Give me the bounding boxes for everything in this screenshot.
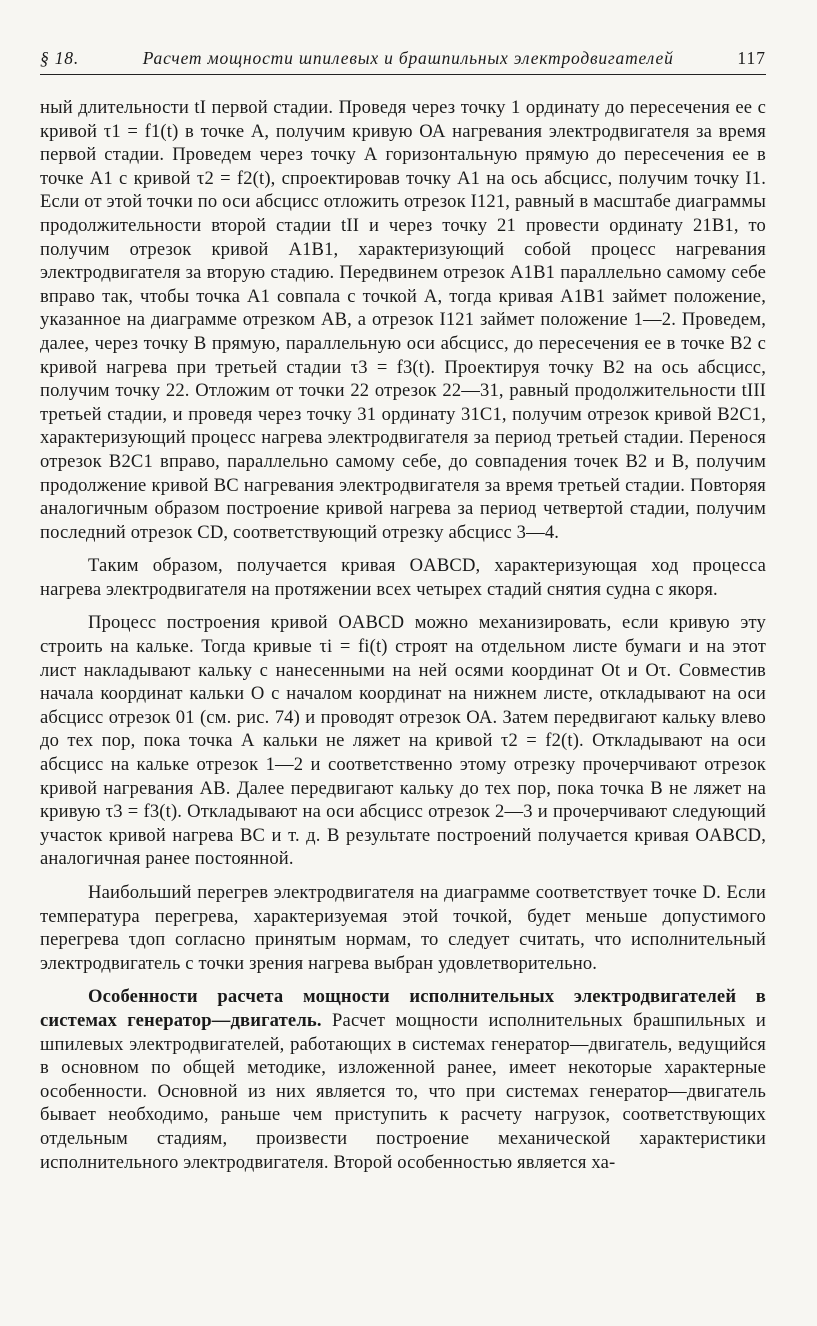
paragraph-tracing-method: Процесс построения кривой OABCD можно механизировать, если кривую эту строить на кальке. Тогда кривые τi = fi(t) строят на отдельном листе бумаги и на этот лист накладывают кальку с нанесенными на ней осями координат Оt и Оτ. Совместив начала координат кальки О с началом координат на нижнем листе, откладывают на оси абсцисс отрезок 01 (см. рис. 74) и проводят отрезок ОА. Затем передвигают кальку влево до тех пор, пока точка А кальки не ляжет на кривой τ2 = f2(t). Откладывают на оси абсцисс на кальке отрезок 1—2 и соответственно этому отрезку прочерчивают отрезок кривой нагревания АВ. Далее передвигают кальку до тех пор, пока точка В не ляжет на кривую τ3 = f3(t). Откладывают на оси абсцисс отрезок 2—3 и прочерчивают следующий участок кривой нагрева ВС и т. д. В результате построений получается кривая OABCD, аналогичная ранее постоянной. xyxy=(40,612,766,870)
paragraph-summary: Таким образом, получается кривая OABCD, характеризующая ход процесса нагрева электродвигателя на протяжении всех четырех стадий снятия судна с якоря. xyxy=(40,555,766,600)
bold-lead-heading: Особенности расчета мощности исполнительных электродвигателей в системах генератор—двигатель. xyxy=(40,986,766,1031)
paragraph-max-overheat: Наибольший перегрев электродвигателя на диаграмме соответствует точке D. Если температура перегрева, характеризуемая этой точкой, будет меньше допустимого перегрева τдоп согласно принятым нормам, то следует считать, что исполнительный электродвигатель с точки зрения нагрева выбран удовлетворительно. xyxy=(40,882,766,974)
paragraph-generator-motor xyxy=(40,985,766,1174)
page-number: 117 xyxy=(737,48,766,68)
running-header xyxy=(40,48,766,75)
section-number: § 18. xyxy=(40,48,79,68)
paragraph-text: Расчет мощности исполнительных брашпильных и шпилевых электродвигателей, работающих в системах генератор—двигатель, ведущийся в основном по общей методике, изложенной ранее, имеет некоторые характерные особенности. Основной из них является то, что при системах генератор—двигатель бывает необходимо, раньше чем приступить к расчету нагрузок, соответствующих отдельным стадиям, произвести построение механической характеристики исполнительного электродвигателя. Второй особенностью является ха- xyxy=(40,1009,766,1173)
running-title: Расчет мощности шпилевых и брашпильных электродвигателей xyxy=(142,48,674,68)
page-body xyxy=(40,96,766,1174)
paragraph-continuation: ный длительности tI первой стадии. Проведя через точку 1 ординату до пересечения ее с кривой τ1 = f1(t) в точке А, получим кривую ОА нагревания электродвигателя за время первой стадии. Проведем через точку А горизонтальную прямую до пересечения ее в точке А1 с кривой τ2 = f2(t), спроектировав точку А1 на ось абсцисс, получим точку I1. Если от этой точки по оси абсцисс отложить отрезок I121, равный в масштабе диаграммы продолжительности второй стадии tII и через точку 21 провести ординату 21В1, то получим отрезок кривой А1В1, характеризующий собой процесс нагревания электродвигателя за вторую стадию. Передвинем отрезок А1В1 параллельно самому себе вправо так, чтобы точка А1 совпала с точкой А, тогда кривая А1В1 займет положение, указанное на диаграмме отрезком АВ, а отрезок I121 займет положение 1—2. Проведем, далее, через точку В прямую, параллельную оси абсцисс, до пересечения ее в точке В2 с кривой нагрева при третьей стадии τ3 = f3(t). Проектируя точку В2 на ось абсцисс, получим точку 22. Отложим от точки 22 отрезок 22—31, равный продолжительности tIII третьей стадии, и проведя через точку 31 ординату 31С1, получим отрезок кривой В2С1, характеризующий процесс нагрева электродвигателя за период третьей стадии. Перенося отрезок В2С1 вправо, параллельно самому себе, до совпадения точек В2 и В, получим продолжение кривой ВС нагревания электродвигателя за время третьей стадии. Повторяя аналогичным образом построение кривой нагрева за период четвертой стадии, получим последний отрезок CD, соответствующий отрезку абсцисс 3—4. xyxy=(40,97,766,543)
